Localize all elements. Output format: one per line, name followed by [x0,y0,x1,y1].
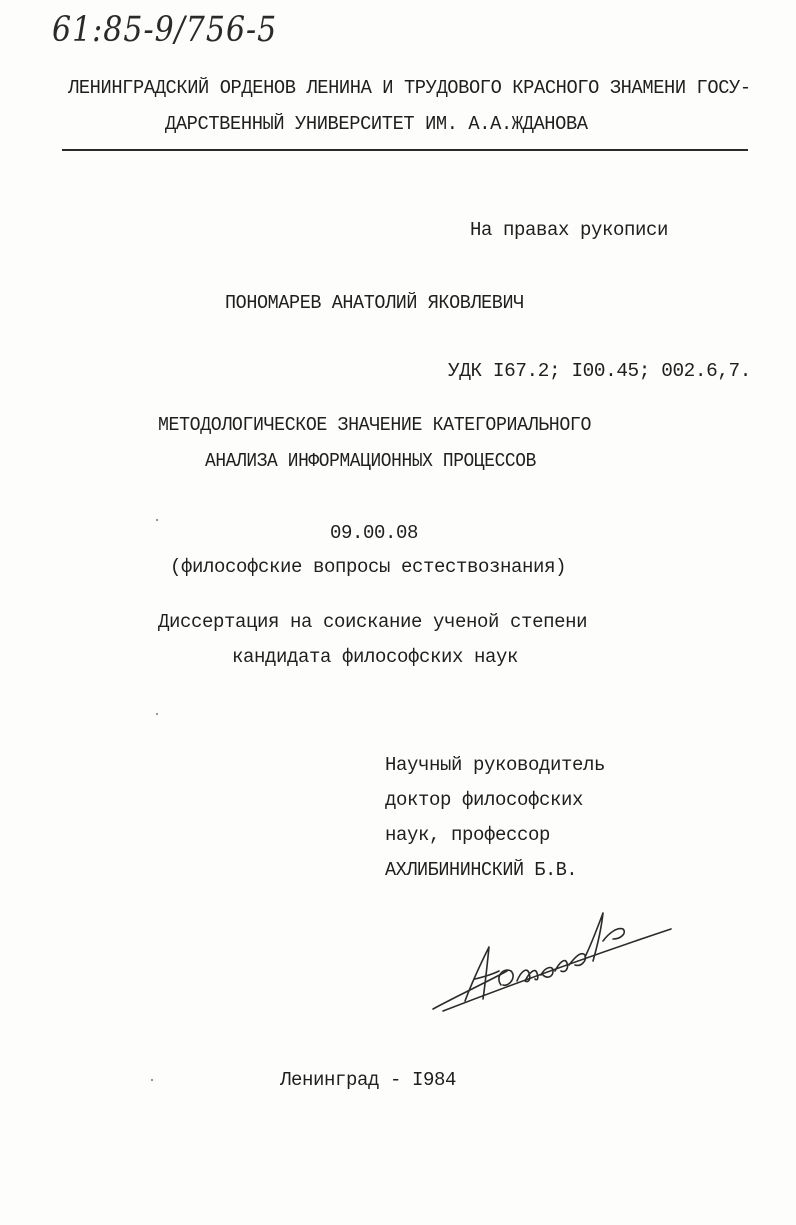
title-line-1: МЕТОДОЛОГИЧЕСКОЕ ЗНАЧЕНИЕ КАТЕГОРИАЛЬНОГО [158,414,592,436]
specialty-code: 09.00.08 [330,522,419,544]
supervisor-title: наук, профессор [385,824,551,846]
scan-speck [156,519,158,521]
supervisor-degree: доктор философских [385,789,584,811]
footer-place-year: Ленинград - I984 [280,1069,457,1091]
header-line-2: ДАРСТВЕННЫЙ УНИВЕРСИТЕТ ИМ. А.А.ЖДАНОВА [165,113,588,135]
author-signature [425,905,675,1015]
degree-line-2: кандидата философских наук [232,646,519,668]
supervisor-role: Научный руководитель [385,754,606,776]
udc-code: УДК I67.2; I00.45; 002.6,7. [448,360,752,382]
author-name: ПОНОМАРЕВ АНАТОЛИЙ ЯКОВЛЕВИЧ [225,292,524,314]
scan-speck [151,1079,153,1081]
header-divider [62,149,748,151]
scan-speck [156,713,158,715]
specialty-name: (философские вопросы естествознания) [170,556,567,578]
header-line-1: ЛЕНИНГРАДСКИЙ ОРДЕНОВ ЛЕНИНА И ТРУДОВОГО КРАСНОГО ЗНАМЕНИ ГОСУ- [68,77,751,99]
rights-note: На правах рукописи [470,219,669,241]
supervisor-name: АХЛИБИНИНСКИЙ Б.В. [385,859,578,881]
degree-line-1: Диссертация на соискание ученой степени [158,611,588,633]
archive-number-handwritten: 61:85-9/756-5 [52,10,278,51]
title-line-2: АНАЛИЗА ИНФОРМАЦИОННЫХ ПРОЦЕССОВ [205,450,536,472]
